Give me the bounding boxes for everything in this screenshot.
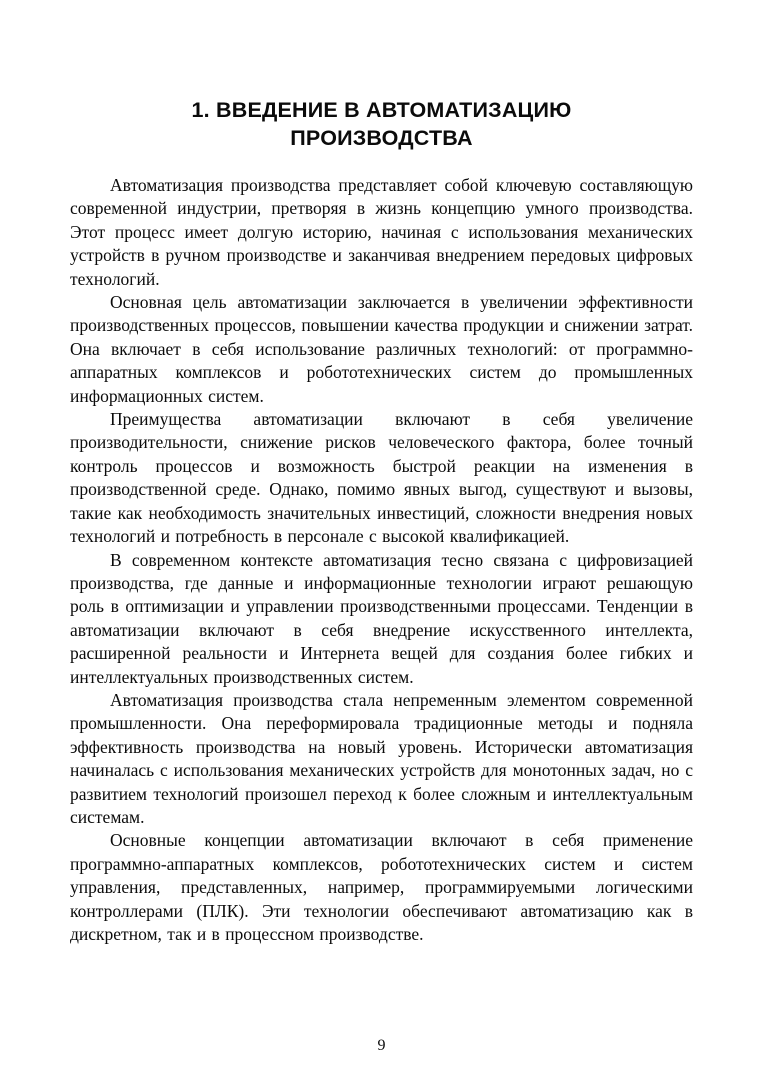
paragraph: Основные концепции автоматизации включают в себя применение программно-аппаратных комплексов, робототехнических систем и систем управления, представленных, например, программируемыми логическими контроллерами (ПЛК). Эти технологии обеспечивают автоматизацию как в дискретном, так и в процессном производстве. xyxy=(70,830,693,944)
paragraph: Преимущества автоматизации включают в себя увеличение производительности, снижение рисков человеческого фактора, более точный контроль процессов и возможность быстрой реакции на изменения в производственной среде. Однако, помимо явных выгод, существуют и вызовы, такие как необходимость значительных инвестиций, сложности внедрения новых технологий и потребность в персонале с высокой квалификацией. xyxy=(70,409,693,547)
document-body xyxy=(70,174,693,946)
paragraph: Автоматизация производства представляет собой ключевую составляющую современной индустрии, претворяя в жизнь концепцию умного производства. Этот процесс имеет долгую историю, начиная с использования механических устройств в ручном производстве и заканчивая внедрением передовых цифровых технологий. xyxy=(70,175,693,289)
paragraph: В современном контексте автоматизация тесно связана с цифровизацией производства, где данные и информационные технологии играют решающую роль в оптимизации и управлении производственными процессами. Тенденции в автоматизации включают в себя внедрение искусственного интеллекта, расширенной реальности и Интернета вещей для создания более гибких и интеллектуальных производственных систем. xyxy=(70,549,693,687)
page-number: 9 xyxy=(377,1037,386,1054)
paragraph: Основная цель автоматизации заключается в увеличении эффективности производственных процессов, повышении качества продукции и снижении затрат. Она включает в себя использование различных технологий: от программно-аппаратных комплексов и робототехнических систем до промышленных информационных систем. xyxy=(70,292,693,406)
page-title: 1. ВВЕДЕНИЕ В АВТОМАТИЗАЦИЮ ПРОИЗВОДСТВА xyxy=(191,98,572,150)
paragraph: Автоматизация производства стала непременным элементом современной промышленности. Она переформировала традиционные методы и подняла эффективность производства на новый уровень. Исторически автоматизация начиналась с использования механических устройств для монотонных задач, но с развитием технологий произошел переход к более сложным и интеллектуальным системам. xyxy=(70,689,693,827)
